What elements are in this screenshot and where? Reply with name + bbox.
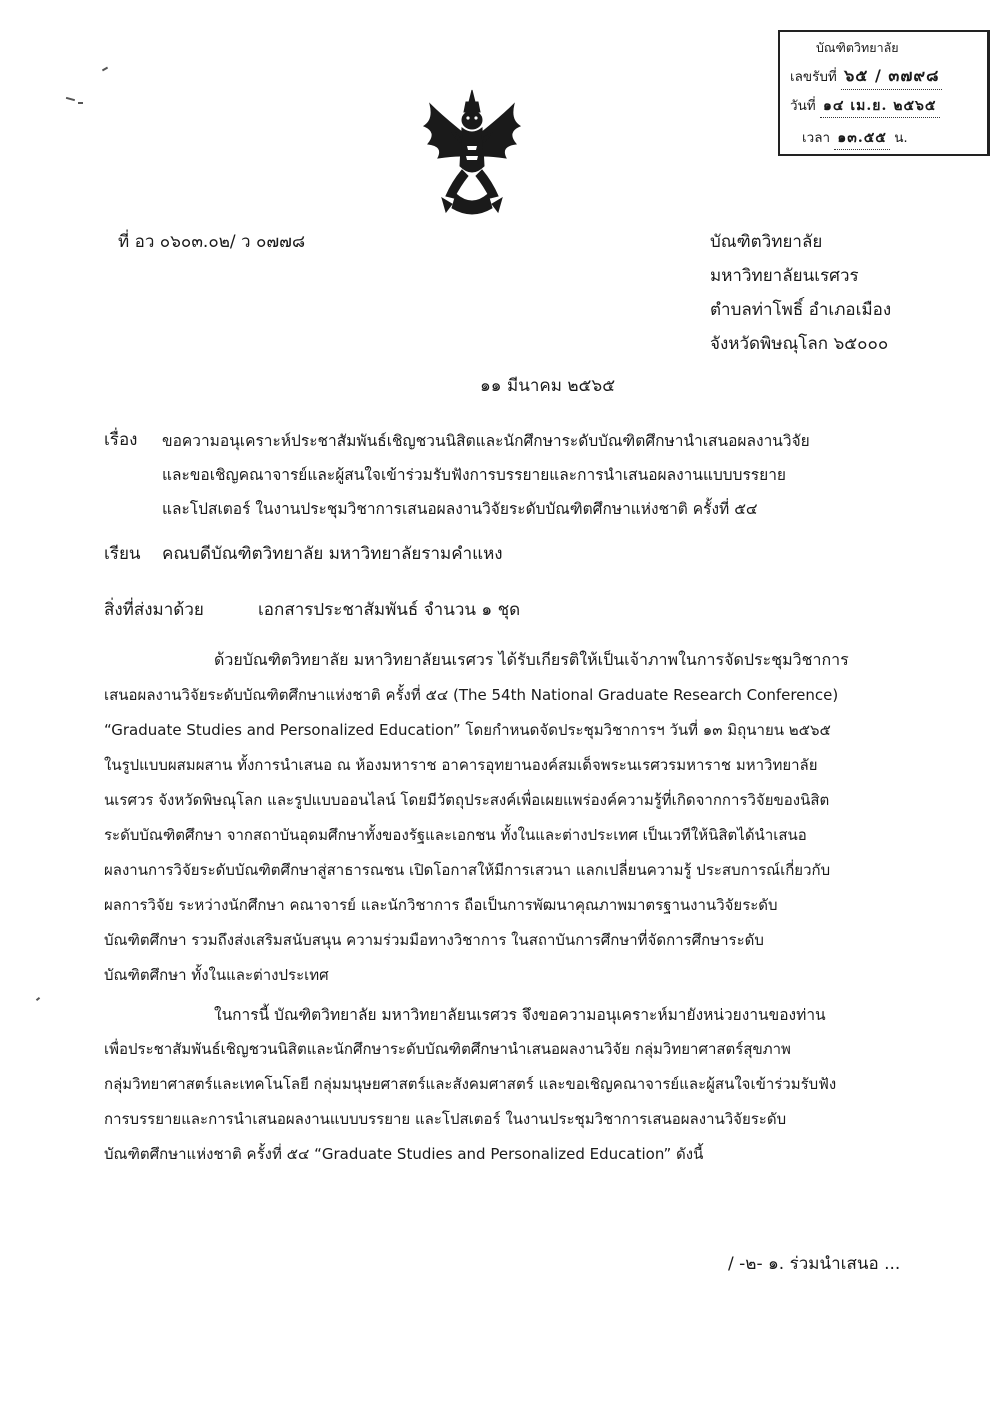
paragraph-2-line: กลุ่มวิทยาศาสตร์และเทคโนโลยี กลุ่มมนุษยศาสตร์และสังคมศาสตร์ และขอเชิญคณาจารย์และผู้สนใจเข้าร่วมรับฟัง — [104, 1075, 837, 1093]
stamp-time-suffix: น. — [894, 130, 908, 146]
paragraph-1-line: ผลการวิจัย ระหว่างนักศึกษา คณาจารย์ และนักวิชาการ ถือเป็นการพัฒนาคุณภาพมาตรฐานงานวิจัยระดับ — [104, 896, 778, 914]
subject-label: เรื่อง — [104, 430, 138, 450]
paragraph-1-line: ในรูปแบบผสมผสาน ทั้งการนำเสนอ ณ ห้องมหาราช อาคารอุทยานองค์สมเด็จพระนเรศวรมหาราช มหาวิทยาลัย — [104, 756, 818, 774]
paragraph-1-line: ด้วยบัณฑิตวิทยาลัย มหาวิทยาลัยนเรศวร ได้รับเกียรติให้เป็นเจ้าภาพในการจัดประชุมวิชาการ — [214, 650, 849, 669]
paragraph-1-line: ระดับบัณฑิตศึกษา จากสถาบันอุดมศึกษาทั้งของรัฐและเอกชน ทั้งในและต่างประเทศ เป็นเวทีให้นิสิตได้นำเสนอ — [104, 826, 807, 844]
paragraph-1-line: นเรศวร จังหวัดพิษณุโลก และรูปแบบออนไลน์ โดยมีวัตถุประสงค์เพื่อเผยแพร่องค์ความรู้ที่เกิดจากการวิจัยของนิสิต — [104, 791, 830, 809]
stamp-date-label: วันที่ — [790, 98, 816, 114]
scan-speck — [78, 102, 83, 104]
stamp-org: บัณฑิตวิทยาลัย — [816, 40, 899, 55]
continued-marker: / -๒- ๑. ร่วมนำเสนอ ... — [728, 1254, 901, 1274]
salutation-label: เรียน — [104, 544, 141, 564]
enclosure-text: เอกสารประชาสัมพันธ์ จำนวน ๑ ชุด — [258, 600, 521, 620]
subject-line-1: ขอความอนุเคราะห์ประชาสัมพันธ์เชิญชวนนิสิตและนักศึกษาระดับบัณฑิตศึกษานำเสนอผลงานวิจัย — [162, 432, 810, 450]
sender-address-line-3: ตำบลท่าโพธิ์ อำเภอเมือง — [710, 300, 892, 320]
receipt-stamp — [778, 30, 990, 156]
scan-speck — [66, 97, 75, 101]
sender-address-line-2: มหาวิทยาลัยนเรศวร — [710, 266, 859, 286]
stamp-time-value: ๑๓.๕๕ — [834, 127, 890, 150]
letter-date: ๑๑ มีนาคม ๒๕๖๕ — [480, 376, 616, 396]
garuda-emblem — [412, 86, 532, 226]
stamp-date-row — [790, 94, 940, 118]
scan-speck — [36, 997, 40, 1001]
stamp-time-label: เวลา — [802, 130, 831, 146]
paragraph-2-line: เพื่อประชาสัมพันธ์เชิญชวนนิสิตและนักศึกษาระดับบัณฑิตศึกษานำเสนอผลงานวิจัย กลุ่มวิทยาศาสตร์สุขภาพ — [104, 1040, 791, 1058]
paragraph-1-line: เสนอผลงานวิจัยระดับบัณฑิตศึกษาแห่งชาติ ครั้งที่ ๕๔ (The 54th National Graduate Research Conference) — [104, 686, 839, 704]
reference-number: ที่ อว ๐๖๐๓.๐๒/ ว ๐๗๗๘ — [118, 232, 306, 252]
paragraph-1-line: บัณฑิตศึกษา รวมถึงส่งเสริมสนับสนุน ความร่วมมือทางวิชาการ ในสถาบันการศึกษาที่จัดการศึกษาระดับ — [104, 931, 764, 949]
subject-line-2: และขอเชิญคณาจารย์และผู้สนใจเข้าร่วมรับฟังการบรรยายและการนำเสนอผลงานแบบบรรยาย — [162, 466, 786, 484]
paragraph-1-line: “Graduate Studies and Personalized Education” โดยกำหนดจัดประชุมวิชาการฯ วันที่ ๑๓ มิถุนายน ๒๕๖๕ — [104, 721, 831, 739]
scan-speck — [102, 67, 108, 72]
stamp-recv-label: เลขรับที่ — [790, 69, 837, 85]
paragraph-1-line: บัณฑิตศึกษา ทั้งในและต่างประเทศ — [104, 966, 329, 984]
stamp-date-value: ๑๔ เม.ย. ๒๕๖๕ — [820, 95, 940, 118]
paragraph-2-line: บัณฑิตศึกษาแห่งชาติ ครั้งที่ ๕๔ “Graduate Studies and Personalized Education” ดังนี้ — [104, 1145, 704, 1163]
stamp-recv-row — [790, 64, 942, 90]
paragraph-1-line: ผลงานการวิจัยระดับบัณฑิตศึกษาสู่สาธารณชน เปิดโอกาสให้มีการเสวนา แลกเปลี่ยนความรู้ ประสบการณ์เกี่ยวกับ — [104, 861, 831, 879]
stamp-recv-value: ๖๕ / ๓๗๙๘ — [841, 64, 942, 90]
stamp-time-row — [802, 126, 908, 150]
paragraph-2-line: การบรรยายและการนำเสนอผลงานแบบบรรยาย และโปสเตอร์ ในงานประชุมวิชาการเสนอผลงานวิจัยระดับ — [104, 1110, 787, 1128]
subject-line-3: และโปสเตอร์ ในงานประชุมวิชาการเสนอผลงานวิจัยระดับบัณฑิตศึกษาแห่งชาติ ครั้งที่ ๕๔ — [162, 500, 758, 518]
paragraph-2-line: ในการนี้ บัณฑิตวิทยาลัย มหาวิทยาลัยนเรศวร จึงขอความอนุเคราะห์มายังหน่วยงานของท่าน — [214, 1006, 826, 1024]
enclosure-label: สิ่งที่ส่งมาด้วย — [104, 600, 204, 620]
sender-address-line-4: จังหวัดพิษณุโลก ๖๕๐๐๐ — [710, 334, 889, 354]
salutation-recipient: คณบดีบัณฑิตวิทยาลัย มหาวิทยาลัยรามคำแหง — [162, 544, 503, 564]
sender-address-line-1: บัณฑิตวิทยาลัย — [710, 232, 823, 252]
